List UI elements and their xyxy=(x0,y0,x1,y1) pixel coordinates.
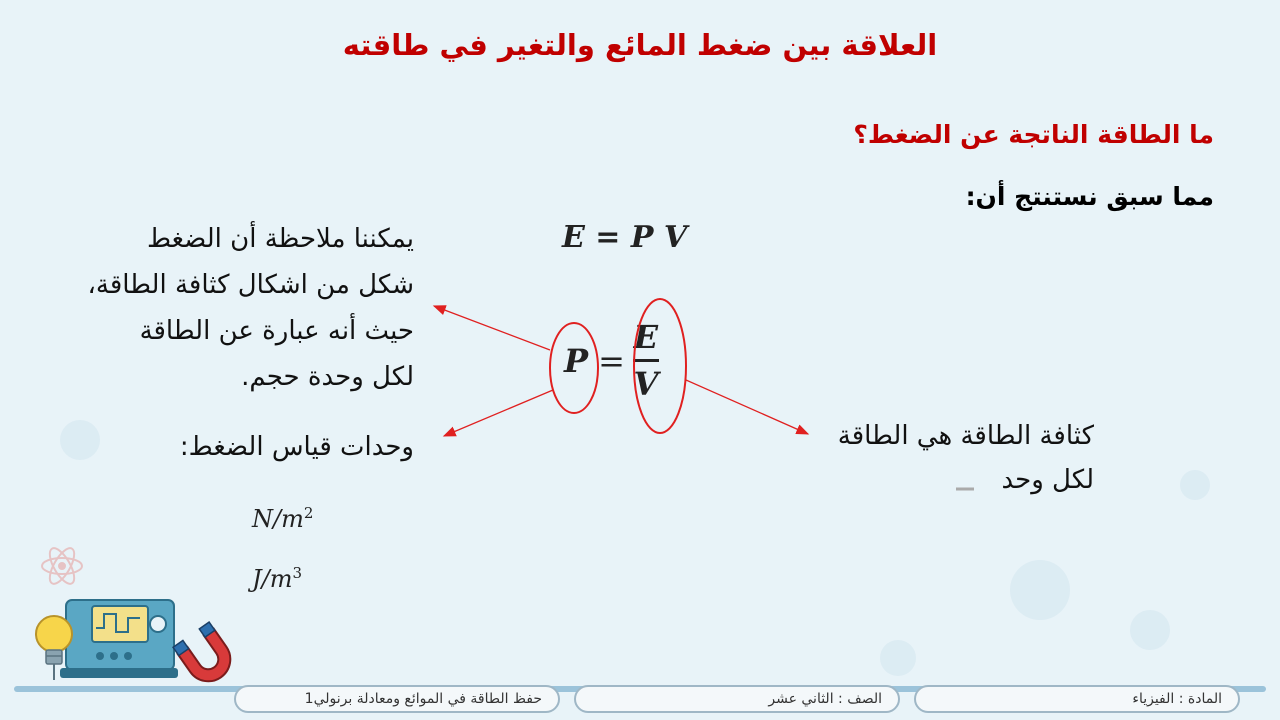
conclusion-intro: مما سبق نستنتج أن: xyxy=(965,182,1214,211)
arrow-to-units xyxy=(444,390,553,436)
oscilloscope-icon xyxy=(60,600,178,678)
unit-base: N/m xyxy=(252,505,304,533)
fraction-highlight-ellipse xyxy=(634,299,686,433)
pressure-highlight-ellipse xyxy=(550,323,598,413)
unit-base: J/m xyxy=(252,565,293,593)
footer-lesson-badge: حفظ الطاقة في الموائع ومعادلة برنولي1 xyxy=(234,685,560,713)
unit-power: 3 xyxy=(292,564,303,582)
arrow-to-note xyxy=(434,306,550,350)
energy-equation: E = P V xyxy=(562,220,688,255)
magnet-icon xyxy=(173,622,239,690)
question-heading: ما الطاقة الناتجة عن الضغط؟ xyxy=(853,120,1214,149)
definition-line: لكل وحد xyxy=(1001,465,1094,495)
atom-icon xyxy=(42,545,82,588)
footer-grade-badge: الصف : الثاني عشر xyxy=(574,685,900,713)
note-line: يمكننا ملاحظة أن الضغط xyxy=(146,224,414,254)
note-line: لكل وحدة حجم. xyxy=(241,362,414,392)
units-label: وحدات قياس الضغط: xyxy=(179,432,414,462)
fraction-numerator: E xyxy=(633,318,659,356)
arrow-to-definition xyxy=(686,380,808,434)
unit-power: 2 xyxy=(303,504,314,522)
note-line: شكل من اشكال كثافة الطاقة، xyxy=(87,270,414,300)
fraction-denominator: V xyxy=(633,365,659,403)
slide-title: العلاقة بين ضغط المائع والتغير في طاقته xyxy=(342,28,938,62)
note-line: حيث أنه عبارة عن الطاقة xyxy=(139,316,414,346)
equals-sign: = xyxy=(598,341,625,380)
definition-line: كثافة الطاقة هي الطاقة xyxy=(837,421,1094,451)
footer-subject-badge: المادة : الفيزياء xyxy=(914,685,1240,713)
pressure-symbol: P xyxy=(564,341,589,380)
